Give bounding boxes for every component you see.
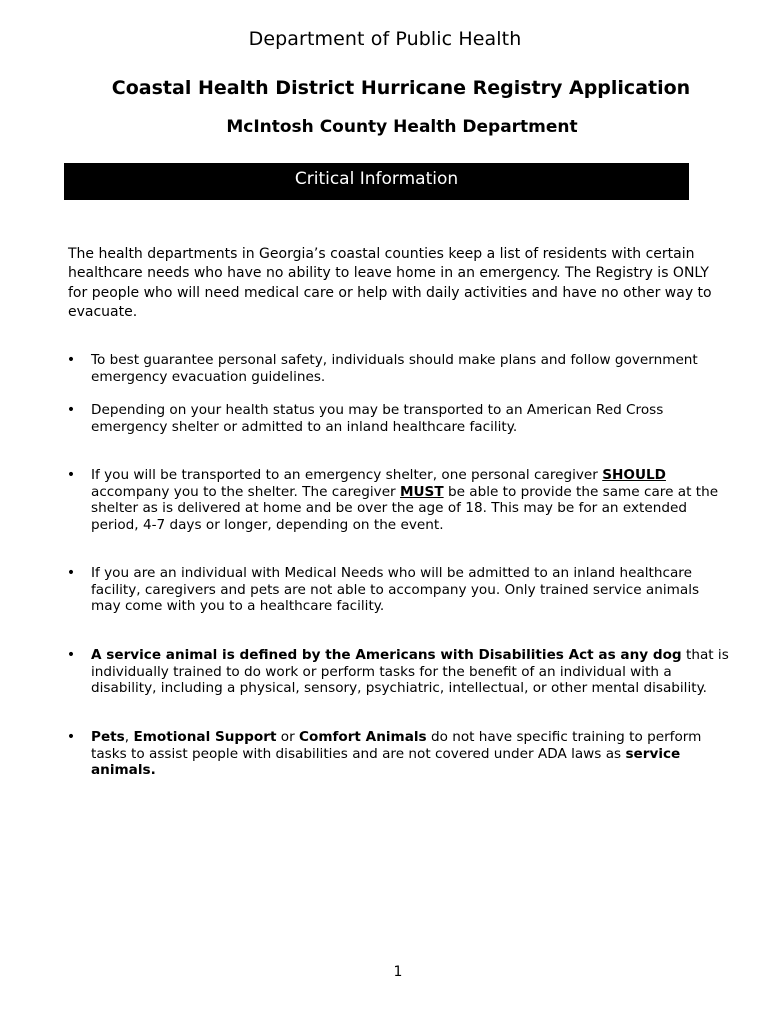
critical-information-banner: Critical Information: [64, 163, 689, 200]
list-item-text-part: do not have specific training to perform tasks to assist people with disabilities and are not covered under ADA laws as: [91, 729, 702, 762]
bullet-icon: •: [66, 565, 76, 581]
list-item-text-part: that is individually trained to do work or perform tasks for the benefit of an individual with a disability, including a physical, sensory, psychiatric, intellectual, or other mental disability.: [91, 647, 729, 696]
list-item-text: [91, 352, 731, 385]
page-number: 1: [393, 964, 403, 980]
list-item-text: [91, 729, 731, 779]
list-item-text-part: or: [276, 729, 299, 745]
bullet-icon: •: [66, 402, 76, 418]
emphasis-must: MUST: [399, 483, 444, 500]
document-title: Coastal Health District Hurricane Registry Application: [111, 77, 691, 99]
emphasis-should: SHOULD: [602, 467, 666, 483]
list-item-text-part: Depending on your health status you may be transported to an American Red Cross emergency shelter or admitted to an inland healthcare facility.: [91, 402, 664, 435]
service-animal-definition: A service animal is defined by the Americans with Disabilities Act as any dog: [91, 647, 682, 663]
list-item-text-part: be able to provide the same care at the shelter as is delivered at home and be over the age of 18. This may be for an extended period, 4-7 days or longer, depending on the event.: [91, 483, 719, 533]
list-item-text: [91, 647, 731, 697]
bullet-icon: •: [66, 352, 76, 368]
list-item-text-part: accompany you to the shelter. The caregiver: [91, 483, 400, 500]
list-item-text: [91, 565, 731, 615]
document-subtitle: McIntosh County Health Department: [226, 117, 578, 137]
bullet-icon: •: [66, 729, 76, 745]
list-item-text: [91, 467, 731, 533]
emphasis-service-animals: service animals.: [91, 745, 681, 778]
bullet-icon: •: [66, 647, 76, 663]
emphasis-pets: Pets: [91, 729, 125, 745]
list-item-text: [91, 402, 731, 435]
department-name: Department of Public Health: [248, 28, 522, 50]
bullet-icon: •: [66, 467, 76, 483]
intro-paragraph: The health departments in Georgia’s coastal counties keep a list of residents with certain healthcare needs who have no ability to leave home in an emergency. The Registry is ONLY for people who will need medical care or help with daily activities and have no other way to evacuate.: [68, 246, 712, 320]
emphasis-emotional-support: Emotional Support: [133, 729, 277, 745]
list-item-text-part: To best guarantee personal safety, individuals should make plans and follow government emergency evacuation guidelines.: [91, 352, 698, 385]
list-item-text-part: ,: [124, 729, 134, 745]
list-item-text-part: If you are an individual with Medical Needs who will be admitted to an inland healthcare facility, caregivers and pets are not able to accompany you. Only trained service animals may come with you to a healthcare facility.: [91, 565, 700, 614]
emphasis-comfort-animals: Comfort Animals: [299, 729, 427, 745]
list-item-text-part: If you will be transported to an emergency shelter, one personal caregiver: [91, 467, 603, 483]
